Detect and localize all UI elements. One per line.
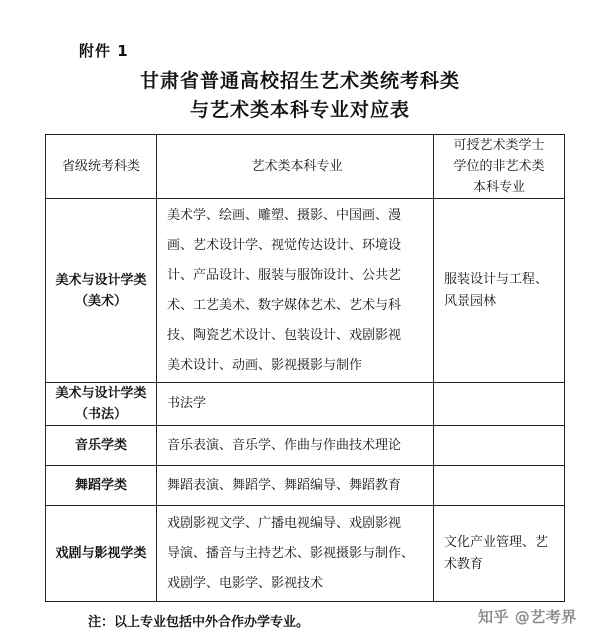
attachment-label: 附件 1: [79, 42, 129, 60]
header-non-art-majors: 可授艺术类学士 学位的非艺术类 本科专业: [434, 135, 565, 199]
row-non-art-majors: 文化产业管理、艺 术教育: [434, 506, 565, 602]
header-provincial-category: 省级统考科类: [46, 135, 157, 199]
correspondence-table: [45, 134, 565, 602]
table-row: [46, 466, 565, 506]
header-art-majors: 艺术类本科专业: [157, 135, 434, 199]
row-non-art-majors: [434, 426, 565, 466]
row-art-majors: 书法学: [157, 383, 434, 426]
table-header-row: [46, 135, 565, 199]
table-row: [46, 199, 565, 383]
row-non-art-majors: [434, 466, 565, 506]
document-title-line-2: 与艺术类本科专业对应表: [189, 99, 410, 121]
table-row: [46, 506, 565, 602]
document-title-line-1: 甘肃省普通高校招生艺术类统考科类: [139, 70, 460, 92]
row-art-majors: 戏剧影视文学、广播电视编导、戏剧影视 导演、播音与主持艺术、影视摄影与制作、 戏剧学、电影学、影视技术: [157, 506, 434, 602]
row-art-majors: 舞蹈表演、舞蹈学、舞蹈编导、舞蹈教育: [157, 466, 434, 506]
footnote: 注：以上专业包括中外合作办学专业。: [88, 615, 310, 630]
row-category: 美术与设计学类 （美术）: [46, 199, 157, 383]
table-row: [46, 383, 565, 426]
row-category: 舞蹈学类: [46, 466, 157, 506]
row-category: 戏剧与影视学类: [46, 506, 157, 602]
row-category: 美术与设计学类 （书法）: [46, 383, 157, 426]
zhihu-watermark: 知乎 @艺考界: [478, 608, 577, 626]
table-row: [46, 426, 565, 466]
row-art-majors: 美术学、绘画、雕塑、摄影、中国画、漫 画、艺术设计学、视觉传达设计、环境设 计、产品设计、服装与服饰设计、公共艺 术、工艺美术、数字媒体艺术、艺术与科 技、陶瓷艺术设计、包装设计、戏剧影视 美术设计、动画、影视摄影与制作: [157, 199, 434, 383]
row-category: 音乐学类: [46, 426, 157, 466]
row-non-art-majors: 服装设计与工程、 风景园林: [434, 199, 565, 383]
row-art-majors: 音乐表演、音乐学、作曲与作曲技术理论: [157, 426, 434, 466]
row-non-art-majors: [434, 383, 565, 426]
